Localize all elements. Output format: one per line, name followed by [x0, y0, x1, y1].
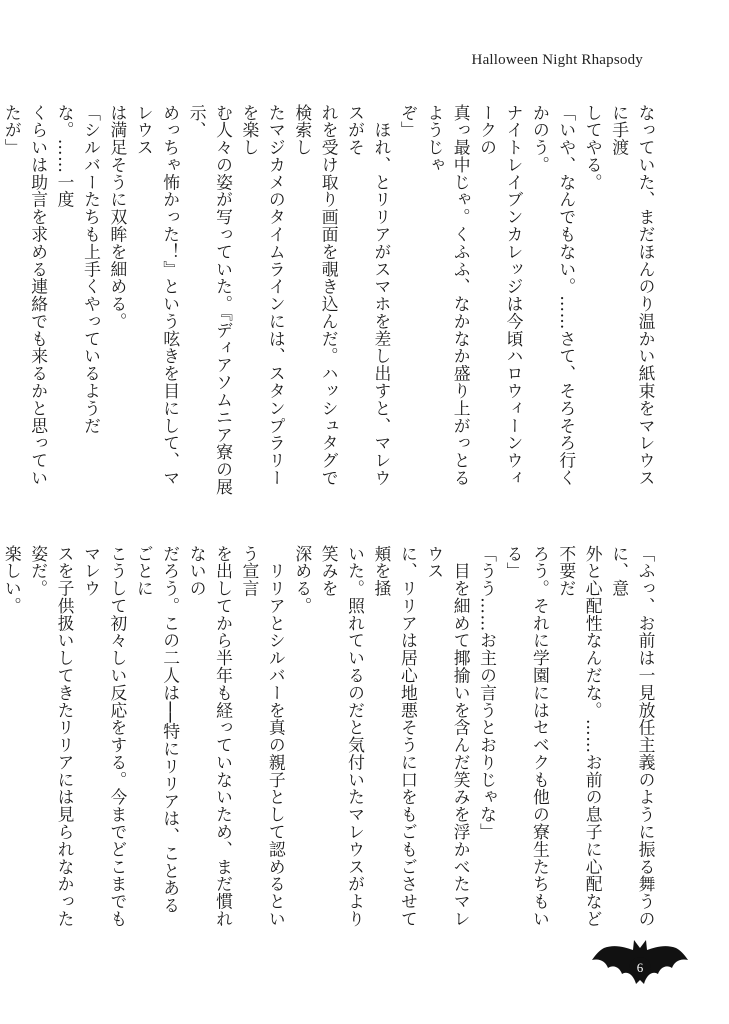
text-line: リリアとシルバーを真の親子として認めるという宣言	[239, 545, 287, 928]
text-line: たマジカメのタイムラインには、スタンプラリーを楽し	[239, 104, 287, 487]
text-line: 真っ最中じゃ。くふふ、なかなか盛り上がっとるようじゃ	[424, 104, 472, 487]
text-line: スを子供扱いしてきたリリアには見られなかった姿だ。	[28, 545, 76, 928]
text-line: くらいは助言を求める連絡でも来るかと思っていたが」	[2, 104, 49, 487]
text-line: こうして初々しい反応をする。今までどこまでもマレウ	[81, 545, 128, 928]
text-line: 「いや、なんでもない。……さて、そろそろ行くかのう。	[530, 104, 577, 487]
text-line: 目を細めて揶揄いを含んだ笑みを浮かべたマレウス	[424, 545, 472, 928]
text-line: れを受け取り画面を覗き込んだ。ハッシュタグで検索し	[292, 104, 340, 487]
text-line: 深める。	[292, 545, 313, 615]
text-line: いた。照れているのだと気付いたマレウスがより笑みを	[319, 545, 366, 928]
text-line: 外と心配性なんだな。……お前の息子に心配など不要だ	[556, 545, 604, 928]
text-line: ぞ」	[398, 104, 419, 139]
text-line: を出してから半年も経っていないため、まだ慣れないの	[187, 545, 234, 928]
page-number: 6	[636, 960, 644, 975]
text-line: は満足そうに双眸を細める。	[107, 104, 128, 331]
running-title: Halloween Night Rhapsody	[471, 52, 643, 68]
text-line: だろう。この二人は──特にリリアは、ことあるごとに	[134, 545, 181, 915]
text-line: ろう。それに学園にはセベクも他の寮生たちもいる」	[503, 545, 551, 928]
text-line: 「シルバーたちも上手くやっているようだな。……一度	[55, 104, 102, 435]
text-line: してやる。	[583, 104, 604, 191]
text-line: 「うう……お主の言うとおりじゃな」	[477, 545, 498, 841]
text-line: に、リリアは居心地悪そうに口をもごもごさせて頬を掻	[371, 545, 419, 928]
text-line: なっていた、まだほんのり温かい紙束をマレウスに手渡	[609, 104, 656, 487]
text-line: 楽しい。	[2, 545, 23, 615]
page-number-badge	[592, 938, 688, 990]
text-line: 「ふっ、お前は一見放任主義のように振る舞うのに、意	[609, 545, 656, 928]
text-line: ほれ、とリリアがスマホを差し出すと、マレウスがそ	[345, 104, 392, 487]
text-line: めっちゃ怖かった！』という呟きを目にして、マレウス	[134, 104, 181, 487]
text-line: ナイトレイブンカレッジは今頃ハロウィーンウィークの	[477, 104, 524, 487]
text-line: む人々の姿が写っていた。『ディアソムニア寮の展示、	[187, 104, 234, 496]
text-block-top	[2, 104, 659, 502]
text-block-bottom	[2, 545, 659, 930]
